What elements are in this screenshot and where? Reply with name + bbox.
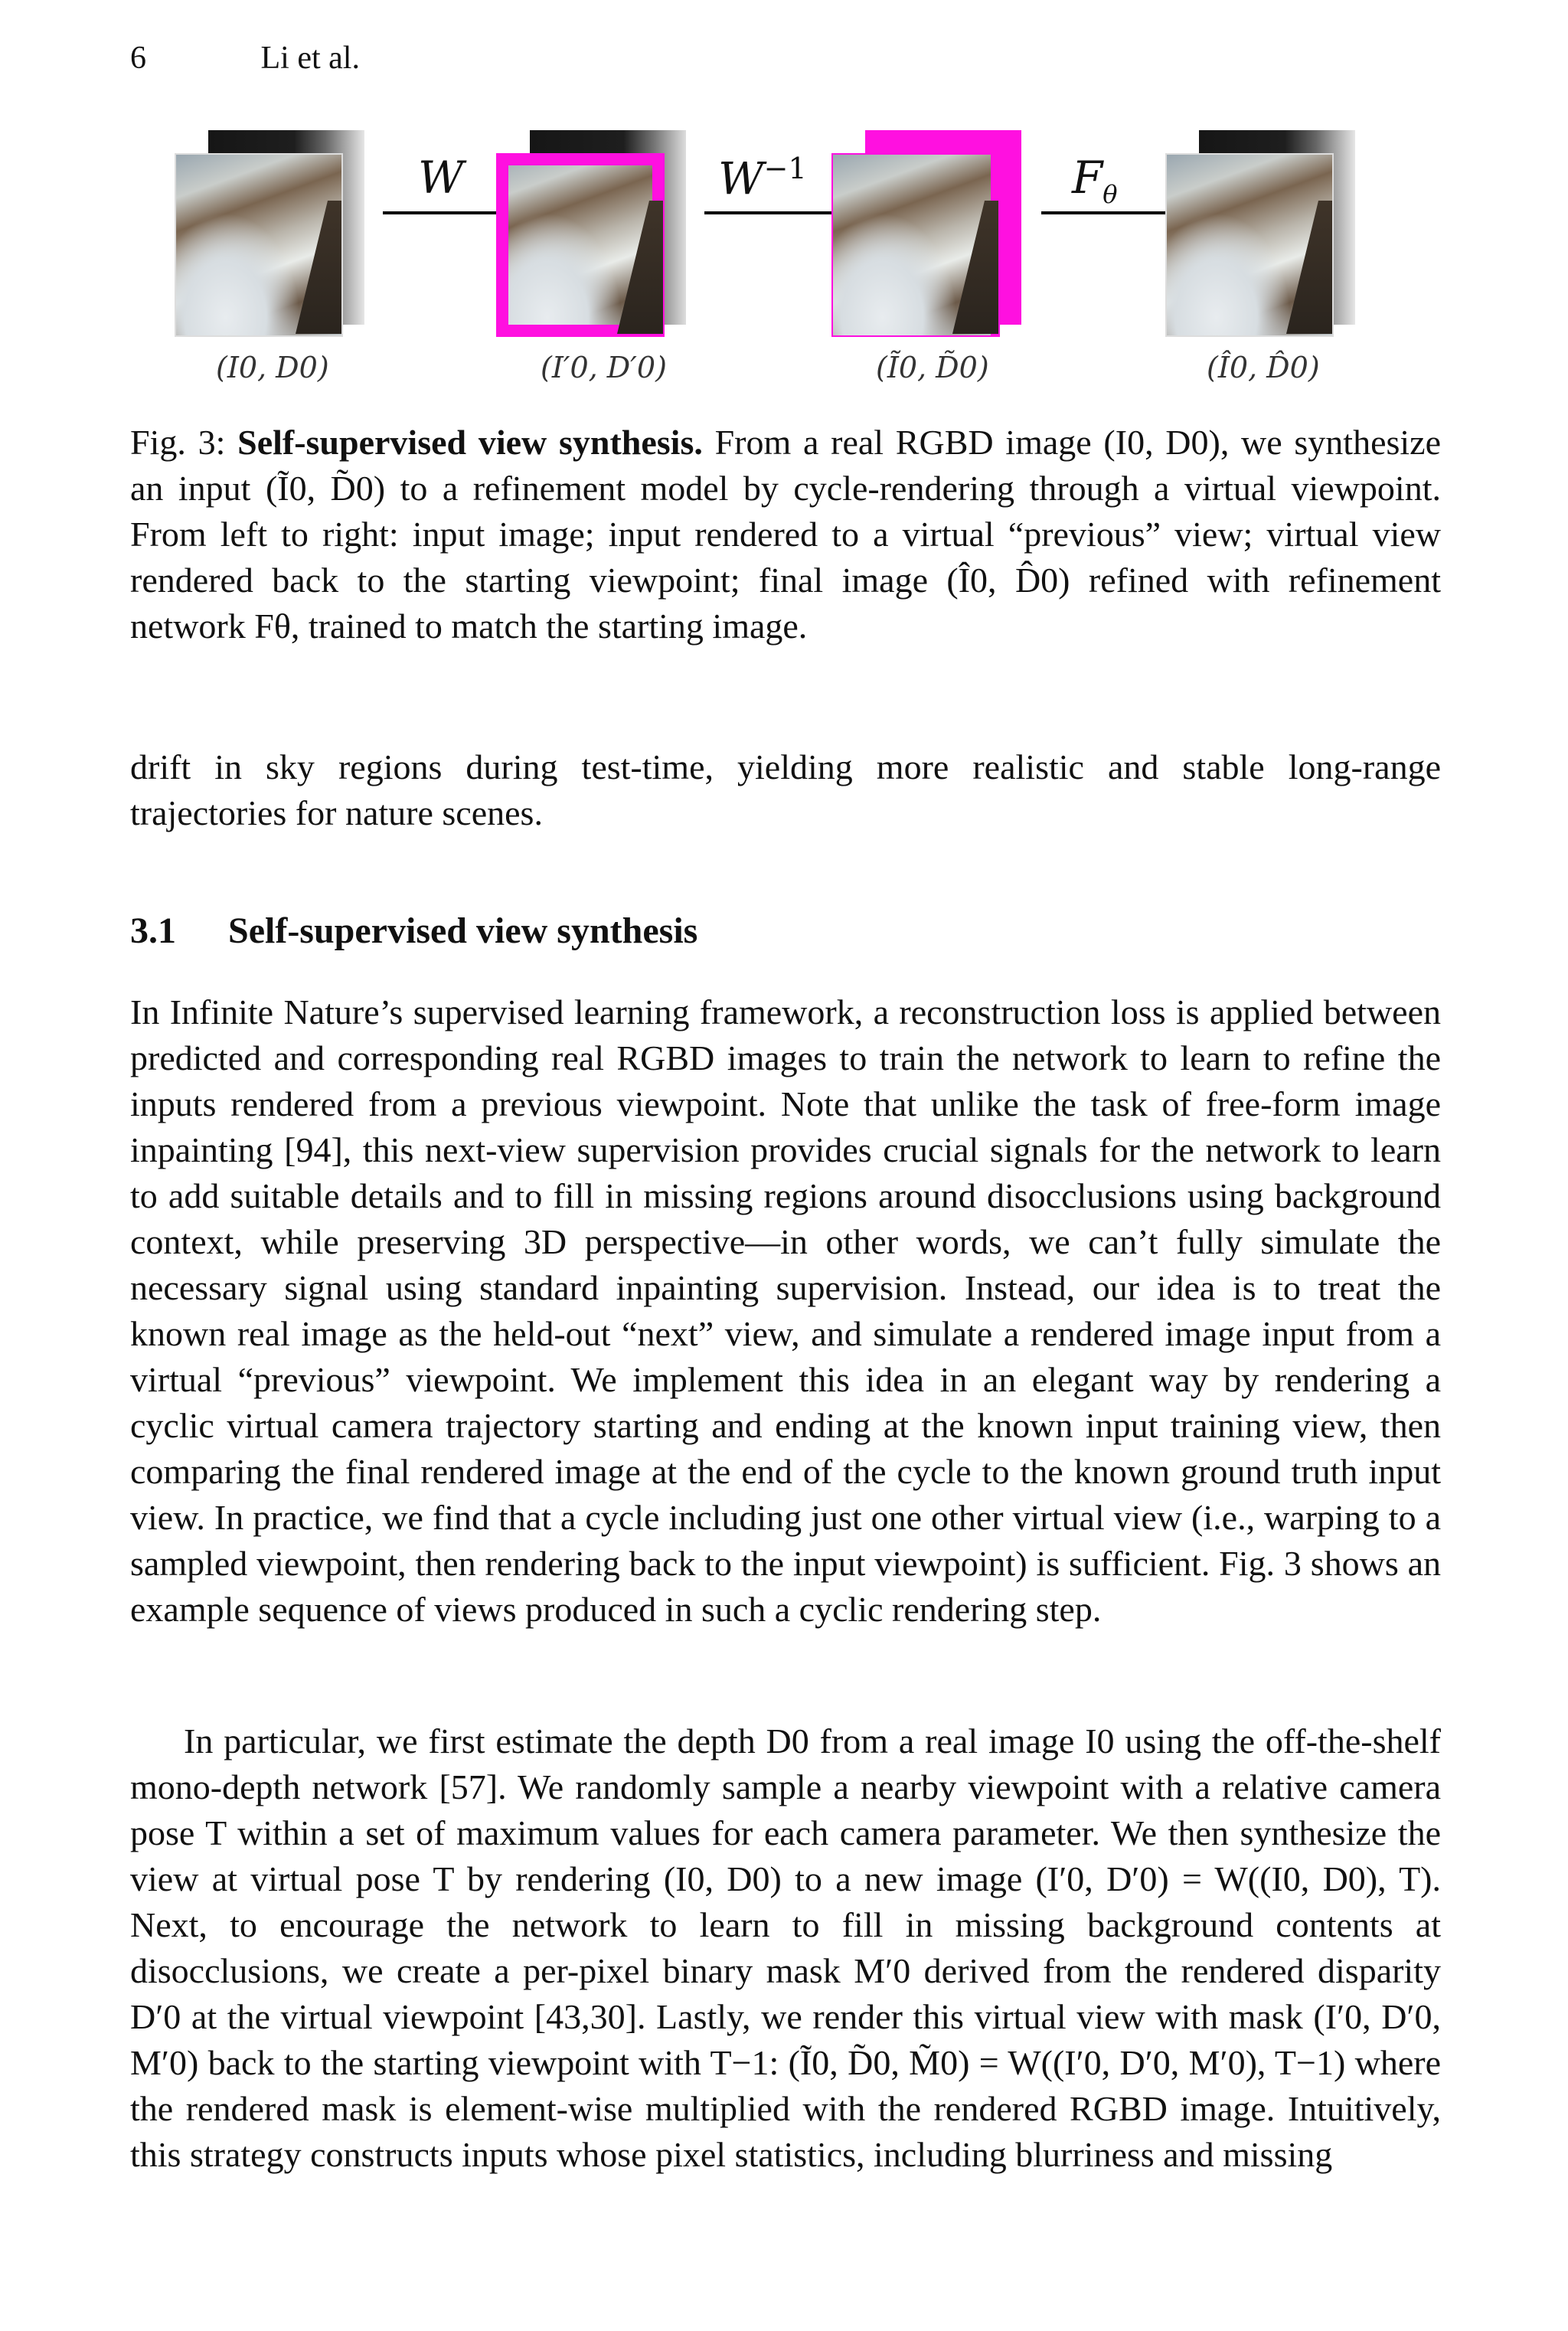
page-number: 6 [130, 41, 146, 76]
figure-3 [130, 115, 1444, 391]
operator-refine: $F_\theta$ [1072, 152, 1118, 209]
panel-cycle-rendered [831, 130, 1023, 360]
panel-caption-4: (Î0, D̂0) [1207, 351, 1320, 384]
paragraph-1: drift in sky regions during test-time, yielding more realistic and stable long-range trajectories for nature scenes. [130, 747, 1441, 832]
caption-title: Self-supervised view synthesis. [237, 423, 703, 462]
section-number: 3.1 [130, 910, 176, 951]
panel-input-image [175, 130, 366, 360]
caption-label: Fig. 3: [130, 423, 226, 462]
caption-text: From a real RGBD image (I0, D0), we synthesize an input (Ĩ0, D̃0) to a refinement model by cycle-rendering through a virtual viewpoint. From left to right: input image; input rendered to a virtual “previous” view; virtual view rendered back to the starting viewpoint; final image (Î0, D̂0) refined with refinement network Fθ, trained to match the starting image. [130, 423, 1442, 646]
rgb-image [496, 153, 665, 337]
rgb-image [175, 153, 343, 337]
panel-virtual-view [496, 130, 688, 360]
rgb-image [1165, 153, 1334, 337]
rgb-image [831, 153, 1000, 337]
panel-caption-2: (I′0, D′0) [541, 351, 667, 384]
section-title: Self-supervised view synthesis [228, 910, 698, 951]
section-heading [130, 910, 697, 952]
operator-inverse-warp: $W^{-1}$ [718, 152, 807, 205]
figure-caption [130, 420, 1441, 649]
operator-warp: W [418, 152, 464, 204]
running-authors: Li et al. [260, 41, 360, 76]
panel-caption-3: (Ĩ0, D̃0) [876, 351, 989, 384]
panel-caption-1: (I0, D0) [216, 351, 329, 384]
paragraph-3: In particular, we first estimate the depth D0 from a real image I0 using the off-the-shelf mono-depth network [57]. We randomly sample a nearby viewpoint with a relative camera pose T within a set of maximum values for each camera parameter. We then synthesize the view at virtual pose T by rendering (I0, D0) to a new image (I′0, D′0) = W((I0, D0), T). Next, to encourage the network to learn to fill in missing background contents at disocclusions, we create a per-pixel binary mask M′0 derived from the rendered disparity D′0 at the virtual viewpoint [43,30]. Lastly, we render this virtual view with mask (I′0, D′0, M′0) back to the starting viewpoint with T−1: (Ĩ0, D̃0, M̃0) = W((I′0, D′0, M′0), T−1) where the rendered mask is element-wise multiplied with the rendered RGBD image. Intuitively, this strategy constructs inputs whose pixel statistics, including blurriness and missing [130, 1721, 1441, 2174]
running-head [130, 40, 360, 77]
paragraph-2: In Infinite Nature’s supervised learning framework, a reconstruction loss is applied between predicted and corresponding real RGBD images to train the network to learn to refine the inputs rendered from a previous viewpoint. Note that unlike the task of free-form image inpainting [94], this next-view supervision provides crucial signals for the network to learn to add suitable details and to fill in missing regions around disocclusions using background context, while preserving 3D perspective—in other words, we can’t fully simulate the necessary signal using standard inpainting supervision. Instead, our idea is to treat the known real image as the held-out “next” view, and simulate a rendered image input from a virtual “previous” viewpoint. We implement this idea in an elegant way by rendering a cyclic virtual camera trajectory starting and ending at the known input training view, then comparing the final rendered image at the end of the cycle to the known ground truth input view. In practice, we find that a cycle including just one other virtual view (i.e., warping to a sampled viewpoint, then rendering back to the input viewpoint) is sufficient. Fig. 3 shows an example sequence of views produced in such a cyclic rendering step. [130, 992, 1441, 1629]
panel-refined-output [1165, 130, 1357, 360]
